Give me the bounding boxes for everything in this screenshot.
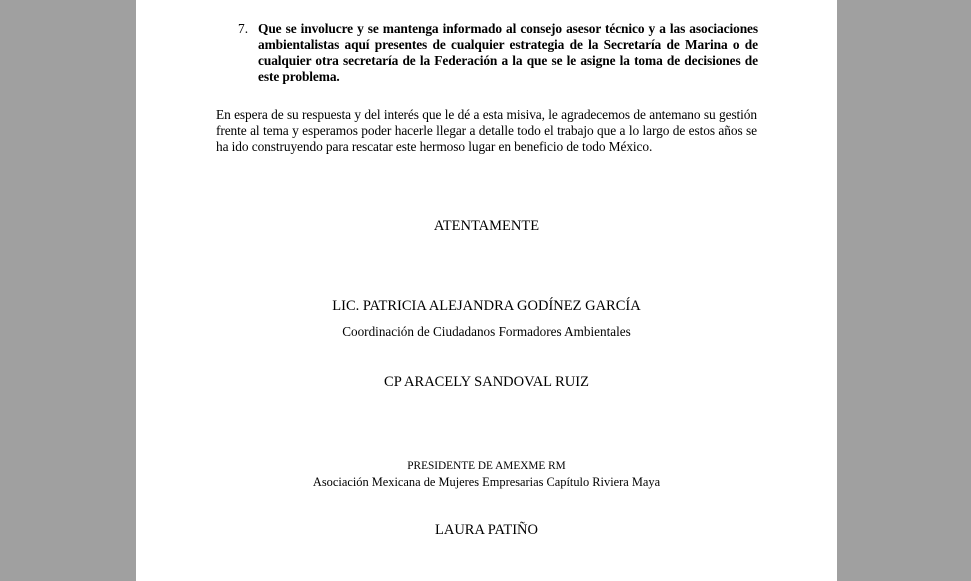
signatory-name: LAURA PATIÑO: [435, 522, 538, 538]
closing-paragraph: En espera de su respuesta y del interés que le dé a esta misiva, le agradecemos de antemano su gestión frente al tema y esperamos poder hacerle llegar a detalle todo el trabajo que a lo largo de estos años se ha ido construyendo para rescatar este hermoso lugar en beneficio de todo México.: [216, 107, 757, 154]
list-item-text: Que se involucre y se mantenga informado al consejo asesor técnico y a las asociaciones ambientalistas aquí presentes de cualquier estrategia de la Secretaría de Marina o de cualquier otra secretaría de la Federación a la que se le asigne la toma de decisiones de este problema.: [258, 21, 758, 84]
signatory-role: Asociación Mexicana de Mujeres Empresarias Capítulo Riviera Maya: [312, 475, 661, 489]
signatory-name: LIC. PATRICIA ALEJANDRA GODÍNEZ GARCÍA: [332, 298, 641, 314]
numbered-list-item: [238, 21, 758, 85]
signatory-title: PRESIDENTE DE AMEXME RM: [407, 460, 566, 472]
signatory-role: Coordinación de Ciudadanos Formadores Ambientales: [342, 324, 631, 339]
salutation: ATENTAMENTE: [433, 218, 540, 234]
document-page: [136, 0, 837, 581]
signatory-name: CP ARACELY SANDOVAL RUIZ: [384, 374, 589, 390]
list-item-number: 7.: [238, 21, 249, 36]
